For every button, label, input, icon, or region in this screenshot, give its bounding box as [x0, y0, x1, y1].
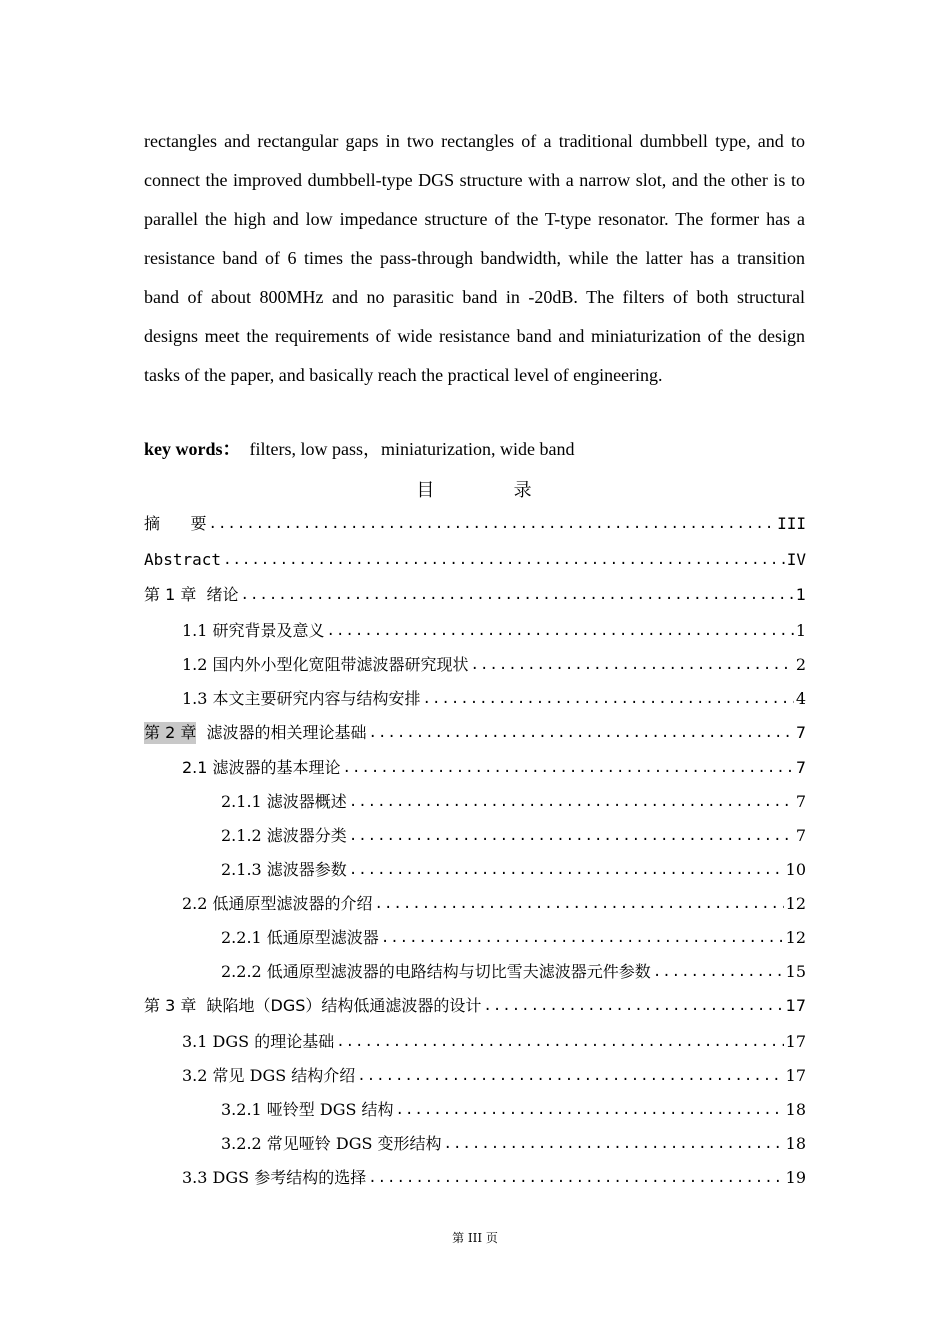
toc-entry-title: 1.1 研究背景及意义	[182, 621, 325, 640]
toc-entry-title: 2.1.2 滤波器分类	[221, 826, 347, 845]
toc-entry-title: 摘 要	[144, 514, 207, 533]
toc-entry-title: 2.1 滤波器的基本理论	[182, 758, 341, 777]
toc-entry-page: IV	[786, 550, 806, 569]
toc-entry-page: 19	[785, 1168, 806, 1187]
toc-entry-title: 2.2.1 低通原型滤波器	[221, 928, 379, 947]
toc-leader-dots	[349, 825, 794, 847]
toc-entry-2-2[interactable]	[182, 891, 806, 915]
toc-entry-title: 绪论	[196, 585, 239, 604]
keywords-value: filters, low pass，miniaturization, wide band	[240, 439, 575, 459]
toc-entry-page: 1	[795, 621, 806, 640]
toc-entry-page: 1	[795, 585, 806, 604]
toc-entry-title: 3.2.1 哑铃型 DGS 结构	[221, 1100, 394, 1119]
abstract-body	[144, 122, 805, 395]
toc-entry-title: 3.1 DGS 的理论基础	[182, 1032, 335, 1051]
toc-entry-page: 17	[785, 1066, 806, 1085]
toc-entry-title: 滤波器的相关理论基础	[196, 723, 367, 742]
toc-title-right: 录	[513, 480, 534, 501]
toc-entry-2-1[interactable]	[182, 755, 806, 779]
toc-leader-dots	[369, 722, 794, 744]
toc-entry-1-3[interactable]	[182, 686, 806, 710]
toc-entry-title: 2.2.2 低通原型滤波器的电路结构与切比雪夫滤波器元件参数	[221, 962, 651, 981]
toc-chapter-number-highlighted: 第 2 章	[144, 723, 197, 742]
toc-entry-abstract-en[interactable]	[144, 547, 806, 571]
toc-entry-page: 2	[795, 655, 806, 674]
toc-entry-page: 18	[785, 1134, 806, 1153]
toc-leader-dots	[357, 1065, 783, 1087]
toc-leader-dots	[471, 654, 794, 676]
toc-leader-dots	[653, 961, 784, 983]
toc-entry-page: 17	[785, 996, 806, 1015]
toc-entry-title: 3.2 常见 DGS 结构介绍	[182, 1066, 356, 1085]
toc-entry-page: 10	[785, 860, 806, 879]
toc-entry-chapter-2[interactable]	[144, 720, 806, 744]
toc-entry-title: 缺陷地（DGS）结构低通滤波器的设计	[196, 996, 482, 1015]
toc-entry-2-1-1[interactable]	[221, 789, 806, 813]
abstract-paragraph: rectangles and rectangular gaps in two rectangles of a traditional dumbbell type, and to connect the improved dumbbell-type DGS structure with a narrow slot, and the other is to parallel the high and low impedance structure of the T-type resonator. The former has a resistance band of 6 times the pass-through bandwidth, while the latter has a transition band of about 800MHz and no parasitic band in -20dB. The filters of both structural designs meet the requirements of wide resistance band and miniaturization of the design tasks of the paper, and basically reach the practical level of engineering.	[144, 131, 805, 385]
toc-leader-dots	[241, 584, 794, 606]
toc-leader-dots	[343, 757, 794, 779]
toc-leader-dots	[444, 1133, 784, 1155]
toc-chapter-number: 第 1 章	[144, 585, 197, 604]
toc-leader-dots	[223, 549, 785, 571]
toc-leader-dots	[368, 1167, 783, 1189]
toc-chapter-number: 第 3 章	[144, 996, 197, 1015]
toc-entry-page: 7	[795, 792, 806, 811]
toc-entry-1-1[interactable]	[182, 618, 806, 642]
toc-entry-2-1-3[interactable]	[221, 857, 806, 881]
toc-entry-title: 2.1.1 滤波器概述	[221, 792, 347, 811]
toc-entry-2-2-1[interactable]	[221, 925, 806, 949]
toc-entry-2-2-2[interactable]	[221, 959, 806, 983]
toc-entry-2-1-2[interactable]	[221, 823, 806, 847]
toc-entry-page: 12	[785, 894, 806, 913]
toc-entry-page: 7	[795, 758, 806, 777]
toc-entry-title: 1.2 国内外小型化宽阻带滤波器研究现状	[182, 655, 469, 674]
toc-entry-page: III	[777, 514, 806, 533]
toc-entry-3-1[interactable]	[182, 1029, 806, 1053]
toc-entry-title: 1.3 本文主要研究内容与结构安排	[182, 689, 421, 708]
toc-entry-3-2-2[interactable]	[221, 1131, 806, 1155]
toc-entry-abstract-cn[interactable]	[144, 511, 806, 535]
toc-entry-chapter-1[interactable]	[144, 582, 806, 606]
toc-entry-title: 2.2 低通原型滤波器的介绍	[182, 894, 373, 913]
toc-entry-title: 3.3 DGS 参考结构的选择	[182, 1168, 367, 1187]
toc-leader-dots	[483, 995, 783, 1017]
keywords-line	[144, 434, 574, 464]
toc-entry-3-2-1[interactable]	[221, 1097, 806, 1121]
page-number-label: 第 III 页	[452, 1231, 498, 1245]
toc-leader-dots	[349, 859, 784, 881]
toc-title	[0, 476, 950, 502]
toc-entry-page: 7	[795, 723, 806, 742]
toc-leader-dots	[349, 791, 794, 813]
toc-entry-title: 3.2.2 常见哑铃 DGS 变形结构	[221, 1134, 442, 1153]
toc-entry-page: 4	[795, 689, 806, 708]
toc-entry-1-2[interactable]	[182, 652, 806, 676]
toc-leader-dots	[396, 1099, 784, 1121]
toc-leader-dots	[327, 620, 794, 642]
toc-entry-page: 7	[795, 826, 806, 845]
toc-entry-3-3[interactable]	[182, 1165, 806, 1189]
toc-entry-page: 17	[785, 1032, 806, 1051]
toc-entry-title: 2.1.3 滤波器参数	[221, 860, 347, 879]
toc-entry-page: 15	[785, 962, 806, 981]
toc-entry-title: Abstract	[144, 550, 222, 569]
page-footer	[0, 1229, 950, 1246]
toc-leader-dots	[336, 1031, 783, 1053]
toc-entry-3-2[interactable]	[182, 1063, 806, 1087]
toc-leader-dots	[423, 688, 794, 710]
toc-entry-page: 12	[785, 928, 806, 947]
toc-entry-chapter-3[interactable]	[144, 993, 806, 1017]
toc-leader-dots	[381, 927, 784, 949]
toc-leader-dots	[209, 513, 776, 535]
keywords-label: key words：	[144, 439, 241, 459]
toc-title-left: 目	[416, 480, 437, 501]
toc-entry-page: 18	[785, 1100, 806, 1119]
toc-leader-dots	[375, 893, 784, 915]
